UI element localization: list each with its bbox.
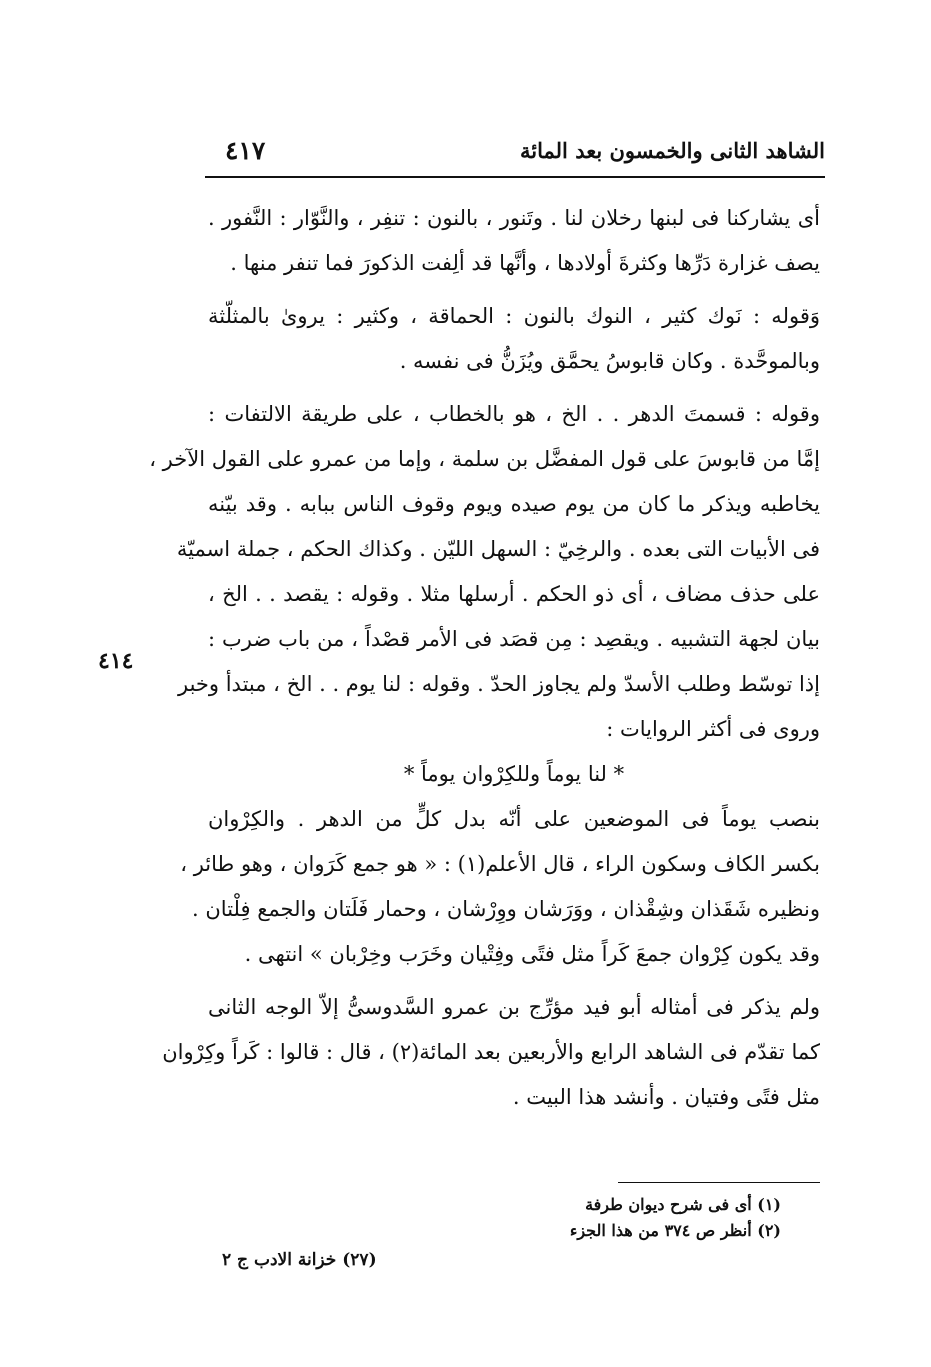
- text-line: كما تقدّم فى الشاهد الرابع والأربعين بعد المائة(٢) ، قال : قالوا : كَراً وكِرْوان: [162, 1040, 820, 1064]
- body-text: [149, 196, 820, 1120]
- page-number: ٤١٧: [225, 136, 266, 165]
- text-line: وقد يكون كِرْوان جمعَ كَراً مثل فتًى وفِتْيان وخَرَب وخِرْبان » انتهى .: [244, 942, 820, 966]
- text-line: إذا توسّط وطلب الأسدّ ولم يجاوز الحدّ . وقوله : لنا يوم . . الخ ، مبتدأ وخبر: [178, 672, 820, 696]
- footnote-rule: [618, 1182, 820, 1183]
- margin-reference-number: ٤١٤: [98, 648, 134, 674]
- text-line: ولم يذكر فى أمثاله أبو فيد مؤرِّج بن عمرو السَّدوسىُّ إلاّ الوجه الثانى: [208, 995, 820, 1019]
- footnote: (٢) أنظر ص ٣٧٤ من هذا الجزء: [569, 1221, 781, 1240]
- text-line: ونظيره شَقَذان وشِقْذان ، ووَرَشان ووِرْشان ، وحمار فَلَتان والجمع فِلْتان .: [192, 897, 820, 921]
- text-line: أى يشاركنا فى لبنها رخلان لنا . وتَنور ، بالنون : تنفِر ، والنَّوّار : النَّفور .: [208, 206, 820, 230]
- running-title: الشاهد الثانى والخمسون بعد المائة: [520, 138, 825, 163]
- text-line: بكسر الكاف وسكون الراء ، قال الأعلم(١) : « هو جمع كَرَوان ، وهو طائر ،: [180, 852, 820, 876]
- text-line: وروى فى أكثر الروايات :: [606, 717, 820, 741]
- text-line: وقوله : قسمتَ الدهر . . الخ ، هو بالخطاب ، على طريقة الالتفات :: [208, 402, 820, 426]
- footnotes: [381, 1192, 781, 1244]
- text-line: إمَّا من قابوسَ على قول المفضَّل بن سلمة ، وإما من عمرو على القول الآخر ،: [149, 447, 820, 471]
- footnote: (١) أى فى شرح ديوان طرفة: [585, 1195, 781, 1214]
- page-header: [205, 138, 825, 172]
- verse-line: * لنا يوماً وللكِرْوان يوماً *: [403, 762, 625, 786]
- text-line: وَقوله : نَوك كثير ، النوك بالنون : الحماقة ، وكثير : يروىٰ بالمثلّثة: [208, 304, 820, 328]
- text-line: على حذف مضاف ، أى ذو الحكم . أرسلها مثلا . وقوله : يقصد . . الخ ،: [208, 582, 820, 606]
- text-line: وبالموحَّدة . وكان قابوسُ يحمَّق ويُزَنُّ فى نفسه .: [399, 349, 820, 373]
- text-line: يخاطبه ويذكر ما كان من يوم صيده ويوم وقوف الناس ببابه . وقد بيّنه: [208, 492, 820, 516]
- text-line: مثل فتًى وفتيان . وأنشد هذا البيت .: [512, 1085, 820, 1109]
- text-line: يصف غزارة دَرِّها وكثرةَ أولادها ، وأنَّها قد ألِفت الذكورَ فما تنفر منها .: [230, 251, 820, 275]
- header-rule: [205, 176, 825, 178]
- text-line: بيان لجهة التشبيه . ويقصِد : مِن قصَد فى الأمر قصْداً ، من باب ضرب :: [208, 627, 820, 651]
- printer-signature: (٢٧) خزانة الادب ج ٢: [222, 1250, 377, 1270]
- text-line: فى الأبيات التى بعده . والرخِيّ : السهل الليّن . وكذاك الحكم ، جملة اسميّة: [176, 537, 820, 561]
- text-line: بنصب يوماً فى الموضعين على أنّه بدل كلٍّ من الدهر . والكِرْوان: [208, 807, 820, 831]
